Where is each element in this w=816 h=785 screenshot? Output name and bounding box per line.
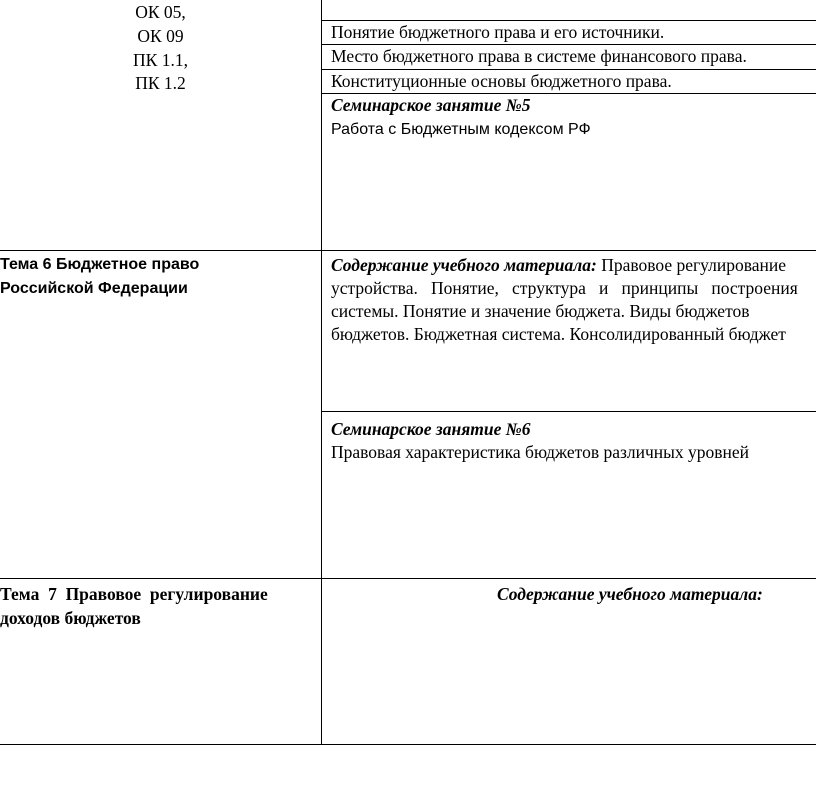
competency-code: ОК 05, [135,2,186,22]
row-line [0,250,816,251]
seminar5-text: Работа с Бюджетным кодексом РФ [331,121,591,138]
content-text: Правовое регулирование [596,255,787,275]
seminar5-title: Семинарское занятие №5 [331,95,531,115]
topic5-item: Место бюджетного права в системе финансового права. [331,46,747,66]
topic7-title: доходов бюджетов [0,608,141,628]
competency-code: ОК 09 [137,26,184,46]
topic6-content-line: устройства. Понятие, структура и принципы построения [331,278,798,298]
col-divider [321,0,322,745]
competency-code: ПК 1.2 [135,73,186,93]
topic5-item: Понятие бюджетного права и его источники. [331,22,665,42]
topic6-content-line: бюджетов. Бюджетная система. Консолидированный бюджет [331,324,786,344]
topic6-content-line: системы. Понятие и значение бюджета. Виды бюджетов [331,301,750,321]
row-line [0,578,816,579]
topic5-item: Конституционные основы бюджетного права. [331,71,672,91]
topic7-content-label: Содержание учебного материала: [497,584,763,604]
row-line [0,744,816,745]
seminar6-text: Правовая характеристика бюджетов различных уровней [331,442,750,462]
seminar6-title: Семинарское занятие №6 [331,419,531,439]
row-line [322,411,816,412]
content-label: Содержание учебного материала: [331,255,597,275]
topic6-title: Российской Федерации [0,280,188,297]
competency-code: ПК 1.1, [133,50,188,70]
topic7-title: Тема 7 Правовое регулирование [0,584,268,604]
topic6-title: Тема 6 Бюджетное право [0,256,200,273]
topic6-content-line [331,254,786,277]
